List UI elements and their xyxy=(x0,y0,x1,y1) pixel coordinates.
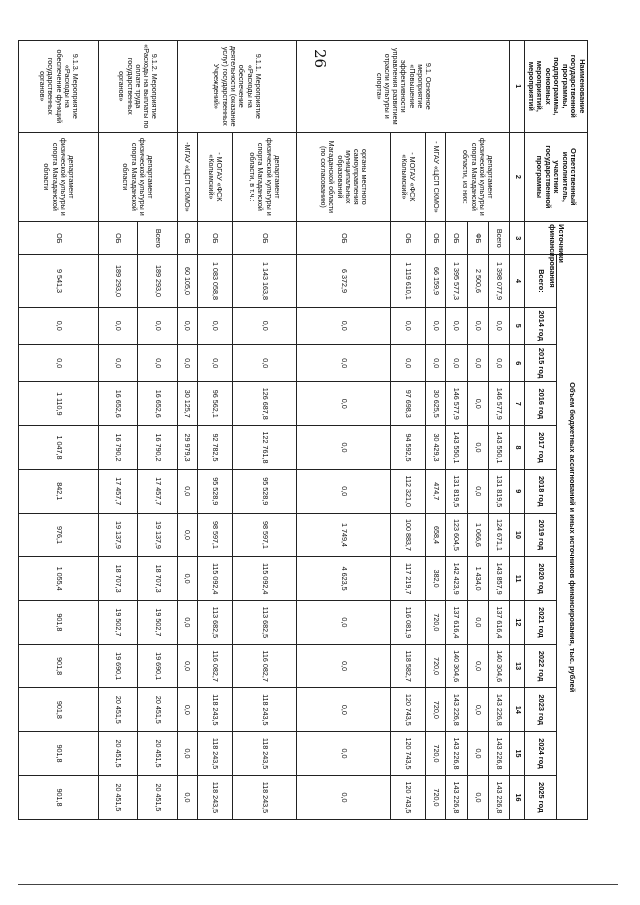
year-value-cell: 720,0 xyxy=(425,775,445,819)
header-year: 2023 год xyxy=(525,688,556,732)
column-number: 15 xyxy=(510,732,525,776)
year-value-cell: 142 423,9 xyxy=(446,557,468,601)
year-value-cell: 122 761,8 xyxy=(232,426,296,470)
year-value-cell: 0,0 xyxy=(467,732,488,776)
column-number: 8 xyxy=(510,426,525,470)
table-row xyxy=(19,41,98,820)
header-year: 2024 год xyxy=(525,732,556,776)
total-value-cell: 1 083 058,8 xyxy=(197,255,232,307)
year-value-cell: 901,8 xyxy=(19,688,98,732)
year-value-cell: 146 577,9 xyxy=(488,382,509,426)
source-cell: ОБ xyxy=(391,222,426,255)
year-value-cell: 140 304,6 xyxy=(446,644,468,688)
source-cell: ОБ xyxy=(98,222,138,255)
year-value-cell: 16 790,2 xyxy=(98,426,138,470)
column-number: 12 xyxy=(510,601,525,645)
table-row xyxy=(197,41,232,820)
header-year: 2017 год xyxy=(525,426,556,470)
year-value-cell: 20 451,5 xyxy=(98,688,138,732)
year-value-cell: 474,7 xyxy=(425,469,445,513)
year-value-cell: 19 690,1 xyxy=(138,644,178,688)
year-value-cell: 131 819,5 xyxy=(446,469,468,513)
year-value-cell: 118 243,5 xyxy=(197,732,232,776)
year-value-cell: 0,0 xyxy=(177,469,197,513)
year-value-cell: 18 707,3 xyxy=(98,557,138,601)
header-total: Всего: xyxy=(525,255,556,307)
year-value-cell: 143 226,8 xyxy=(446,775,468,819)
year-value-cell: 98 597,1 xyxy=(197,513,232,557)
executor-cell: департамент физической культуры и спорта Магаданской области xyxy=(19,132,98,222)
year-value-cell: 146 577,9 xyxy=(446,382,468,426)
budget-table xyxy=(18,40,588,820)
year-value-cell: 0,0 xyxy=(197,307,232,344)
program-name-cell: 9.1. Основное мероприятие «Повышение эффективности управления развитием отрасли культуры и спорта» xyxy=(297,41,510,133)
year-value-cell: 976,1 xyxy=(19,513,98,557)
year-value-cell: 1 066,6 xyxy=(467,513,488,557)
source-cell: ОБ xyxy=(425,222,445,255)
year-value-cell: 143 550,1 xyxy=(488,426,509,470)
table-row xyxy=(232,41,296,820)
year-value-cell: 720,0 xyxy=(425,644,445,688)
total-value-cell: 1 119 610,1 xyxy=(391,255,426,307)
source-cell: ФБ xyxy=(467,222,488,255)
column-number: 1 xyxy=(510,41,525,133)
year-value-cell: 0,0 xyxy=(297,775,391,819)
year-value-cell: 1 110,9 xyxy=(19,382,98,426)
year-value-cell: 0,0 xyxy=(177,344,197,381)
year-value-cell: 382,0 xyxy=(425,557,445,601)
year-value-cell: 16 652,6 xyxy=(98,382,138,426)
year-value-cell: 17 457,7 xyxy=(138,469,178,513)
table-row xyxy=(177,41,197,820)
source-cell: ОБ xyxy=(19,222,98,255)
year-value-cell: 118 582,7 xyxy=(391,644,426,688)
year-value-cell: 842,1 xyxy=(19,469,98,513)
bottom-rule xyxy=(18,884,618,885)
header-year: 2025 год xyxy=(525,775,556,819)
year-value-cell: 0,0 xyxy=(467,601,488,645)
year-value-cell: 16 652,6 xyxy=(138,382,178,426)
year-value-cell: 0,0 xyxy=(297,732,391,776)
header-year: 2021 год xyxy=(525,601,556,645)
year-value-cell: 0,0 xyxy=(177,513,197,557)
year-value-cell: 143 226,8 xyxy=(446,732,468,776)
year-value-cell: 0,0 xyxy=(391,344,426,381)
year-value-cell: 19 690,1 xyxy=(98,644,138,688)
year-value-cell: 0,0 xyxy=(467,469,488,513)
year-value-cell: 120 743,5 xyxy=(391,732,426,776)
year-value-cell: 143 226,8 xyxy=(488,775,509,819)
year-value-cell: 0,0 xyxy=(467,382,488,426)
program-name-cell: 9.1.2. Мероприятие «Расходы на выплаты по оплате труда государственных органов» xyxy=(98,41,177,133)
year-value-cell: 0,0 xyxy=(425,307,445,344)
total-value-cell: 60 105,0 xyxy=(177,255,197,307)
year-value-cell: 143 226,8 xyxy=(488,688,509,732)
year-value-cell: 143 550,1 xyxy=(446,426,468,470)
table-body xyxy=(19,41,510,820)
year-value-cell: 0,0 xyxy=(391,307,426,344)
year-value-cell: 901,8 xyxy=(19,644,98,688)
year-value-cell: 124 671,1 xyxy=(488,513,509,557)
executor-cell: - МГАУ «ЦСП СКМО» xyxy=(425,132,445,222)
year-value-cell: 100 883,7 xyxy=(391,513,426,557)
source-cell: Всего xyxy=(488,222,509,255)
source-cell: Всего xyxy=(138,222,178,255)
year-value-cell: 20 451,5 xyxy=(138,775,178,819)
header-executor: Ответственный исполнитель, участник государственной программы xyxy=(525,132,588,222)
year-value-cell: 98 597,1 xyxy=(232,513,296,557)
year-value-cell: 0,0 xyxy=(467,688,488,732)
year-value-cell: 96 562,1 xyxy=(197,382,232,426)
year-value-cell: 720,0 xyxy=(425,601,445,645)
year-value-cell: 143 226,8 xyxy=(446,688,468,732)
year-value-cell: 94 592,5 xyxy=(391,426,426,470)
year-value-cell: 0,0 xyxy=(297,601,391,645)
executor-cell: департамент физической культуры и спорта Магаданской области xyxy=(98,132,177,222)
year-value-cell: 137 616,4 xyxy=(446,601,468,645)
year-value-cell: 118 243,5 xyxy=(232,688,296,732)
total-value-cell: 189 293,0 xyxy=(138,255,178,307)
program-name-cell: 9.1.1. Мероприятие «Расходы на обеспечение деятельности (оказание услуг) государственных Учреждений» xyxy=(177,41,296,133)
year-value-cell: 19 137,9 xyxy=(98,513,138,557)
column-number: 4 xyxy=(510,255,525,307)
year-value-cell: 0,0 xyxy=(98,344,138,381)
total-value-cell: 1 398 077,9 xyxy=(488,255,509,307)
year-value-cell: 116 082,7 xyxy=(232,644,296,688)
executor-cell: - МОГАУ «ФСК «Колымский» xyxy=(391,132,426,222)
column-number: 10 xyxy=(510,513,525,557)
year-value-cell: 30 125,7 xyxy=(177,382,197,426)
year-value-cell: 115 092,4 xyxy=(232,557,296,601)
table-row xyxy=(488,41,509,820)
header-year: 2019 год xyxy=(525,513,556,557)
year-value-cell: 901,8 xyxy=(19,775,98,819)
year-value-cell: 118 243,5 xyxy=(232,732,296,776)
year-value-cell: 0,0 xyxy=(138,307,178,344)
year-value-cell: 658,4 xyxy=(425,513,445,557)
header-year: 2022 год xyxy=(525,644,556,688)
header-year: 2015 год xyxy=(525,344,556,381)
year-value-cell: 118 243,5 xyxy=(197,688,232,732)
total-value-cell: 9 541,3 xyxy=(19,255,98,307)
year-value-cell: 720,0 xyxy=(425,732,445,776)
year-value-cell: 20 451,5 xyxy=(98,732,138,776)
year-value-cell: 143 857,9 xyxy=(488,557,509,601)
year-value-cell: 0,0 xyxy=(297,382,391,426)
year-value-cell: 0,0 xyxy=(232,307,296,344)
year-value-cell: 0,0 xyxy=(425,344,445,381)
year-value-cell: 113 682,5 xyxy=(232,601,296,645)
column-number: 16 xyxy=(510,775,525,819)
column-number: 3 xyxy=(510,222,525,255)
column-number: 9 xyxy=(510,469,525,513)
year-value-cell: 30 625,5 xyxy=(425,382,445,426)
year-value-cell: 0,0 xyxy=(446,307,468,344)
year-value-cell: 20 451,5 xyxy=(98,775,138,819)
year-value-cell: 0,0 xyxy=(297,307,391,344)
header-row-1 xyxy=(556,41,587,820)
year-value-cell: 19 137,9 xyxy=(138,513,178,557)
year-value-cell: 113 682,5 xyxy=(197,601,232,645)
total-value-cell: 6 372,9 xyxy=(297,255,391,307)
header-year: 2018 год xyxy=(525,469,556,513)
header-budget-group: Объем бюджетных ассигнований и иных источников финансирования, тыс. рублей xyxy=(556,255,587,820)
year-value-cell: 20 451,5 xyxy=(138,732,178,776)
executor-cell: - МОГАУ «ФСК «Колымский» xyxy=(197,132,232,222)
year-value-cell: 0,0 xyxy=(177,601,197,645)
source-cell: ОБ xyxy=(297,222,391,255)
year-value-cell: 137 616,4 xyxy=(488,601,509,645)
year-value-cell: 0,0 xyxy=(488,307,509,344)
year-value-cell: 126 687,8 xyxy=(232,382,296,426)
executor-cell: органы местного самоуправления муниципальных образований Магаданской области (по согласованию) xyxy=(297,132,391,222)
total-value-cell: 66 159,9 xyxy=(425,255,445,307)
year-value-cell: 131 819,5 xyxy=(488,469,509,513)
year-value-cell: 0,0 xyxy=(467,775,488,819)
column-number: 5 xyxy=(510,307,525,344)
year-value-cell: 92 782,5 xyxy=(197,426,232,470)
year-value-cell: 97 698,3 xyxy=(391,382,426,426)
total-value-cell: 1 395 577,3 xyxy=(446,255,468,307)
year-value-cell: 901,8 xyxy=(19,601,98,645)
year-value-cell: 720,0 xyxy=(425,688,445,732)
year-value-cell: 0,0 xyxy=(19,344,98,381)
year-value-cell: 0,0 xyxy=(138,344,178,381)
year-value-cell: 116 081,9 xyxy=(391,601,426,645)
year-value-cell: 0,0 xyxy=(232,344,296,381)
year-value-cell: 120 743,5 xyxy=(391,775,426,819)
header-year: 2014 год xyxy=(525,307,556,344)
year-value-cell: 18 707,3 xyxy=(138,557,178,601)
year-value-cell: 0,0 xyxy=(446,344,468,381)
year-value-cell: 0,0 xyxy=(297,469,391,513)
year-value-cell: 0,0 xyxy=(467,307,488,344)
year-value-cell: 0,0 xyxy=(177,644,197,688)
year-value-cell: 1 749,4 xyxy=(297,513,391,557)
year-value-cell: 115 092,4 xyxy=(197,557,232,601)
page-number: 26 xyxy=(311,49,329,69)
column-number: 7 xyxy=(510,382,525,426)
year-value-cell: 1 047,8 xyxy=(19,426,98,470)
table-row xyxy=(297,41,391,820)
source-cell: ОБ xyxy=(177,222,197,255)
year-value-cell: 116 082,7 xyxy=(197,644,232,688)
column-number: 11 xyxy=(510,557,525,601)
year-value-cell: 1 055,4 xyxy=(19,557,98,601)
year-value-cell: 16 790,2 xyxy=(138,426,178,470)
column-number: 13 xyxy=(510,644,525,688)
source-cell: ОБ xyxy=(446,222,468,255)
header-year: 2016 год xyxy=(525,382,556,426)
year-value-cell: 0,0 xyxy=(177,732,197,776)
year-value-cell: 0,0 xyxy=(197,344,232,381)
total-value-cell: 2 500,6 xyxy=(467,255,488,307)
year-value-cell: 0,0 xyxy=(467,344,488,381)
year-value-cell: 95 528,9 xyxy=(197,469,232,513)
budget-table-container xyxy=(38,40,588,820)
year-value-cell: 0,0 xyxy=(177,557,197,601)
table-row xyxy=(425,41,445,820)
year-value-cell: 118 243,5 xyxy=(232,775,296,819)
year-value-cell: 19 502,7 xyxy=(98,601,138,645)
year-value-cell: 30 429,3 xyxy=(425,426,445,470)
total-value-cell: 1 143 163,8 xyxy=(232,255,296,307)
column-number: 6 xyxy=(510,344,525,381)
year-value-cell: 95 528,9 xyxy=(232,469,296,513)
year-value-cell: 117 219,7 xyxy=(391,557,426,601)
year-value-cell: 0,0 xyxy=(297,688,391,732)
executor-cell: департамент физической культуры и спорта Магаданской области, в т.ч.: xyxy=(232,132,296,222)
year-value-cell: 0,0 xyxy=(177,775,197,819)
year-value-cell: 0,0 xyxy=(467,426,488,470)
year-value-cell: 112 321,0 xyxy=(391,469,426,513)
year-value-cell: 140 304,6 xyxy=(488,644,509,688)
year-value-cell: 123 604,5 xyxy=(446,513,468,557)
year-value-cell: 120 743,5 xyxy=(391,688,426,732)
year-value-cell: 20 451,5 xyxy=(138,688,178,732)
table-row xyxy=(138,41,178,820)
year-value-cell: 0,0 xyxy=(297,344,391,381)
year-value-cell: 19 502,7 xyxy=(138,601,178,645)
column-number-row xyxy=(510,41,525,820)
column-number: 14 xyxy=(510,688,525,732)
executor-cell: департамент физической культуры и спорта Магаданской области, из них: xyxy=(446,132,510,222)
year-value-cell: 0,0 xyxy=(297,426,391,470)
year-value-cell: 0,0 xyxy=(177,307,197,344)
year-value-cell: 29 979,3 xyxy=(177,426,197,470)
column-number: 2 xyxy=(510,132,525,222)
program-name-cell: 9.1.3. Мероприятие «Расходы на обеспечение функций государственных органов» xyxy=(19,41,98,133)
year-value-cell: 0,0 xyxy=(488,344,509,381)
year-value-cell: 118 243,5 xyxy=(197,775,232,819)
year-value-cell: 4 623,5 xyxy=(297,557,391,601)
year-value-cell: 0,0 xyxy=(19,307,98,344)
year-value-cell: 0,0 xyxy=(297,644,391,688)
year-value-cell: 901,8 xyxy=(19,732,98,776)
year-value-cell: 0,0 xyxy=(98,307,138,344)
header-source: Источники финансирования xyxy=(525,222,588,255)
year-value-cell: 143 226,8 xyxy=(488,732,509,776)
executor-cell: -МГАУ «ЦСП СКМО» xyxy=(177,132,197,222)
source-cell: ОБ xyxy=(197,222,232,255)
source-cell: ОБ xyxy=(232,222,296,255)
year-value-cell: 1 434,0 xyxy=(467,557,488,601)
year-value-cell: 0,0 xyxy=(177,688,197,732)
year-value-cell: 17 457,7 xyxy=(98,469,138,513)
header-year: 2020 год xyxy=(525,557,556,601)
table-row xyxy=(391,41,426,820)
total-value-cell: 189 293,0 xyxy=(98,255,138,307)
year-value-cell: 0,0 xyxy=(467,644,488,688)
header-name: Наименование государственной программы, подпрограммы, основных мероприятий, мероприятий xyxy=(525,41,588,133)
